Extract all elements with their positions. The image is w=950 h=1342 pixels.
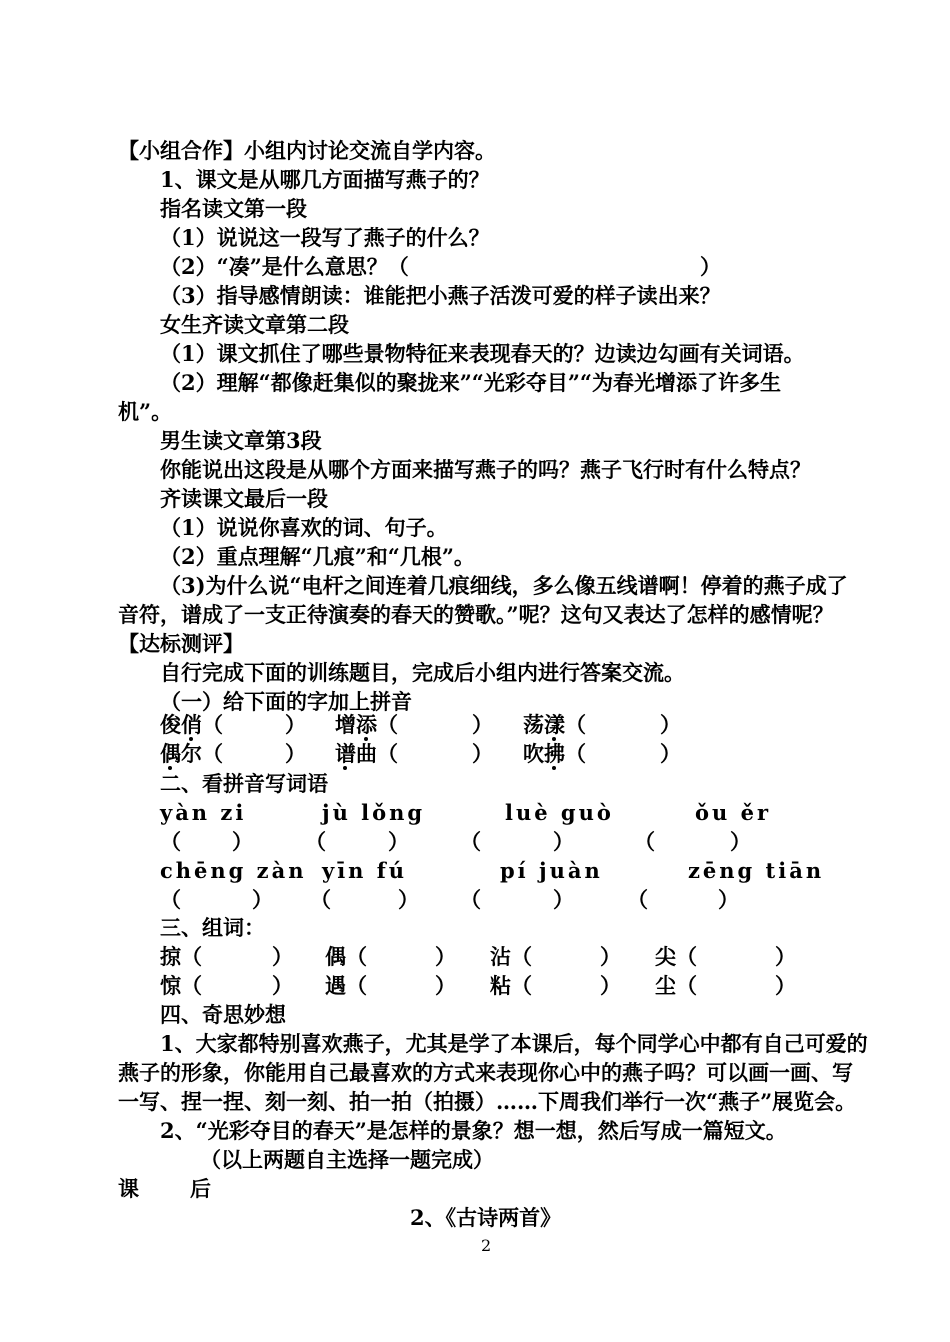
pinyin-lue-guo: luè guò: [505, 800, 614, 825]
kehou-label-1: 课: [118, 1176, 139, 1201]
pinyin-item-dang-yang: 荡漾（: [523, 712, 586, 737]
answer-paren-open: （: [160, 829, 181, 854]
answer-paren-open: （: [460, 829, 481, 854]
para2-item-1: （1）课文抓住了哪些景物特征来表现春天的？边读边勾画有关词语。: [160, 341, 805, 366]
pinyin-ou-er: ǒu ěr: [695, 800, 772, 825]
answer-paren-open: （: [460, 887, 481, 912]
part4-q1-line1: 1、大家都特别喜欢燕子，尤其是学了本课后，每个同学心中都有自己可爱的: [160, 1031, 868, 1056]
para2-heading: 女生齐读文章第二段: [160, 312, 349, 337]
zuci-item-yu: 遇（: [325, 973, 367, 998]
answer-paren-open: （: [305, 829, 326, 854]
pinyin-zeng-tian: zēng tiān: [688, 858, 825, 883]
pinyin-item-jun-qiao: 俊俏（: [160, 712, 223, 737]
part2-title: 二、看拼音写词语: [160, 771, 328, 796]
zuci-item-zhan2: 粘（: [490, 973, 532, 998]
para1-item-2: （2）“凑”是什么意思？（: [160, 254, 409, 279]
answer-paren-close: ）: [775, 944, 796, 969]
page-number: 2: [481, 1236, 492, 1255]
next-lesson-title: 2、《古诗两首》: [410, 1205, 562, 1230]
para2-item-2-line2: 机”。: [118, 399, 173, 424]
part4-q1-line2: 燕子的形象，你能用自己最喜欢的方式来表现你心中的燕子吗？可以画一画、写: [118, 1060, 853, 1085]
pinyin-item-close: ）: [472, 741, 493, 766]
answer-paren-close: ）: [435, 944, 456, 969]
test-intro: 自行完成下面的训练题目，完成后小组内进行答案交流。: [160, 660, 685, 685]
para1-item-1: （1）说说这一段写了燕子的什么？: [160, 225, 490, 250]
pinyin-ju-long: jù lǒng: [322, 800, 426, 825]
emphasis-dot: [552, 766, 556, 770]
emphasis-dot: [552, 737, 556, 741]
para3-item-1: 你能说出这段是从哪个方面来描写燕子的吗？燕子飞行时有什么特点？: [160, 457, 811, 482]
answer-paren-close: ）: [232, 829, 253, 854]
question-1: 1、课文是从哪几方面描写燕子的？: [160, 167, 490, 192]
answer-paren-open: （: [160, 887, 181, 912]
pinyin-item-close: ）: [660, 712, 681, 737]
answer-paren-open: （: [627, 887, 648, 912]
answer-paren-close: ）: [730, 829, 751, 854]
para4-item-2: （2）重点理解“几痕”和“几根”。: [160, 544, 475, 569]
answer-paren-close: ）: [600, 973, 621, 998]
para4-item-3-line1: （3)为什么说“电杆之间连着几痕细线，多么像五线谱啊！停着的燕子成了: [160, 573, 848, 598]
answer-paren-close: ）: [553, 887, 574, 912]
kehou-label-2: 后: [190, 1176, 211, 1201]
part4-q1-line3: 一写、捏一捏、刻一刻、拍一拍（拍摄）……下周我们举行一次“燕子”展览会。: [118, 1089, 857, 1114]
para4-heading: 齐读课文最后一段: [160, 486, 328, 511]
part4-note: （以上两题自主选择一题完成）: [200, 1147, 494, 1172]
zuci-item-jian: 尖（: [655, 944, 697, 969]
answer-paren-close: ）: [272, 973, 293, 998]
emphasis-dot: [364, 737, 368, 741]
answer-paren-close: ）: [553, 829, 574, 854]
para2-item-2-line1: （2）理解“都像赶集似的聚拢来”“光彩夺目”“为春光增添了许多生: [160, 370, 782, 395]
zuci-item-chen: 尘（: [655, 973, 697, 998]
answer-paren-close: ）: [600, 944, 621, 969]
para1-item-2-close: ）: [700, 254, 721, 279]
answer-paren-close: ）: [388, 829, 409, 854]
answer-paren-close: ）: [252, 887, 273, 912]
pinyin-item-pu-qu: 谱曲（: [335, 741, 398, 766]
answer-paren-close: ）: [398, 887, 419, 912]
para3-heading: 男生读文章第3段: [160, 428, 322, 453]
answer-paren-close: ）: [775, 973, 796, 998]
pinyin-cheng-zan: chēng zàn: [160, 858, 307, 883]
answer-paren-close: ）: [435, 973, 456, 998]
para1-item-3: （3）指导感情朗读：谁能把小燕子活泼可爱的样子读出来？: [160, 283, 721, 308]
pinyin-item-close: ）: [285, 741, 306, 766]
pinyin-item-close: ）: [660, 741, 681, 766]
part4-title: 四、奇思妙想: [160, 1002, 286, 1027]
pinyin-yin-fu: yīn fú: [322, 858, 408, 883]
emphasis-dot: [189, 737, 193, 741]
zuci-item-jing: 惊（: [160, 973, 202, 998]
part1-title: （一）给下面的字加上拼音: [160, 689, 412, 714]
zuci-item-zhan: 沾（: [490, 944, 532, 969]
zuci-item-lue: 掠（: [160, 944, 202, 969]
answer-paren-open: （: [634, 829, 655, 854]
para1-heading: 指名读文第一段: [160, 196, 307, 221]
emphasis-dot: [343, 766, 347, 770]
pinyin-item-close: ）: [472, 712, 493, 737]
para4-item-1: （1）说说你喜欢的词、句子。: [160, 515, 448, 540]
pinyin-item-chui-fu: 吹拂（: [523, 741, 586, 766]
answer-paren-open: （: [310, 887, 331, 912]
pinyin-yan-zi: yàn zi: [160, 800, 247, 825]
pinyin-item-zeng-tian: 增添（: [335, 712, 398, 737]
section-title-dabiao: 【达标测评】: [118, 631, 244, 656]
zuci-item-ou: 偶（: [325, 944, 367, 969]
pinyin-pi-juan: pí juàn: [500, 858, 603, 883]
para4-item-3-line2: 音符，谱成了一支正待演奏的春天的赞歌。”呢？这句又表达了怎样的感情呢？: [118, 602, 834, 627]
answer-paren-close: ）: [718, 887, 739, 912]
section-title-hezuo: 【小组合作】小组内讨论交流自学内容。: [118, 138, 496, 163]
part4-q2: 2、“光彩夺目的春天”是怎样的景象？想一想，然后写成一篇短文。: [160, 1118, 787, 1143]
part3-title: 三、组词：: [160, 915, 265, 940]
pinyin-item-close: ）: [285, 712, 306, 737]
pinyin-item-ou-er: 偶尔（: [160, 741, 223, 766]
answer-paren-close: ）: [272, 944, 293, 969]
